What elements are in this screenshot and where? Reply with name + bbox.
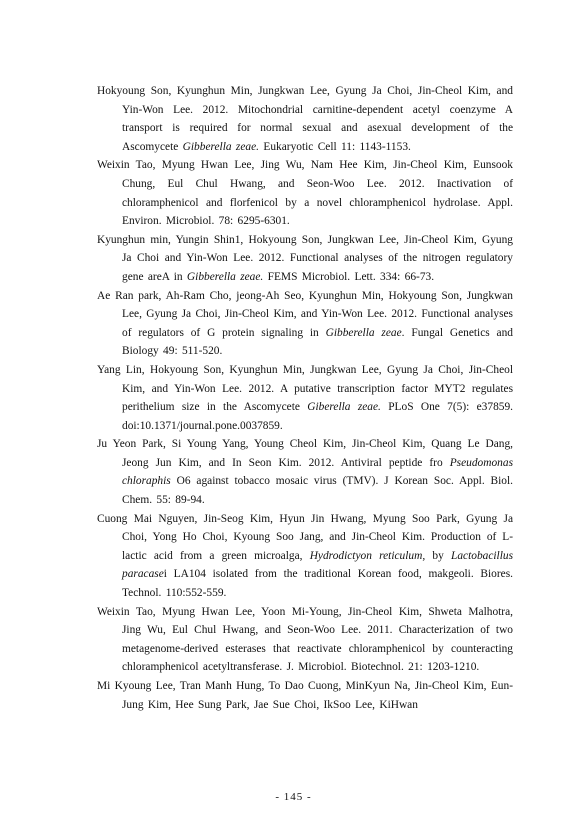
reference-list: [97, 82, 513, 714]
reference-text: O6 against tobacco mosaic virus (TMV). J Korean Soc. Appl. Biol. Chem. 55: 89-94.: [122, 475, 513, 507]
reference-italic-text: Gibberella zeae: [325, 326, 402, 339]
reference-entry: [97, 82, 513, 156]
reference-italic-text: Hydrodictyon reticulum,: [309, 549, 426, 562]
reference-entry: [97, 361, 513, 435]
reference-text: Eukaryotic Cell 11: 1143-1153.: [259, 140, 411, 153]
reference-italic-text: Giberella zeae.: [307, 401, 381, 414]
reference-italic-text: Lactobacillus paracase: [122, 549, 514, 581]
reference-text: PLoS One 7(5): e37859. doi:10.1371/journal.pone.0037859.: [122, 401, 513, 432]
reference-text: . Fungal Genetics and Biology 49: 511-520.: [122, 326, 514, 358]
reference-italic-text: Pseudomonas chloraphis: [122, 456, 513, 488]
reference-entry: [97, 435, 513, 509]
reference-entry: [97, 677, 513, 714]
reference-text: Ae Ran park, Ah-Ram Cho, jeong-Ah Seo, Kyunghun Min, Hokyoung Son, Jungkwan Lee, Gyung Ja Choi, Jin-Cheol Kim, and Yin-Won Lee. 2012. Functional analyses of regulators of G protein signaling in: [97, 289, 513, 339]
reference-entry: [97, 231, 513, 287]
reference-text: Mi Kyoung Lee, Tran Manh Hung, To Dao Cuong, MinKyun Na, Jin-Cheol Kim, Eun-Jung Kim, Hee Sung Park, Jae Sue Choi, IkSoo Lee, KiHwan: [97, 680, 513, 711]
reference-entry: [97, 156, 513, 230]
reference-entry: [97, 287, 513, 361]
reference-text: Hokyoung Son, Kyunghun Min, Jungkwan Lee, Gyung Ja Choi, Jin-Cheol Kim, and Yin-Won Lee. 2012. Mitochondrial carnitine-dependent acetyl coenzyme A transport is required for normal sexual and asexual development of the Ascomycete: [97, 85, 513, 153]
reference-text: Weixin Tao, Myung Hwan Lee, Jing Wu, Nam Hee Kim, Jin-Cheol Kim, Eunsook Chung, Eul Chul Hwang, and Seon-Woo Lee. 2012. Inactivation of chloramphenicol and florfenicol by a novel chloramphenicol hydrolase. Appl. Environ. Microbiol. 78: 6295-6301.: [97, 159, 513, 228]
reference-text: by: [425, 549, 451, 562]
reference-italic-text: Gibberella zeae.: [182, 140, 260, 153]
reference-entry: [97, 510, 513, 603]
page-number: - 145 -: [275, 791, 312, 803]
reference-text: FEMS Microbiol. Lett. 334: 66-73.: [263, 270, 435, 283]
reference-text: Yang Lin, Hokyoung Son, Kyunghun Min, Jungkwan Lee, Gyung Ja Choi, Jin-Cheol Kim, and Yin-Won Lee. 2012. A putative transcription factor MYT2 regulates perithelium size in the Ascomycete: [97, 363, 513, 414]
reference-entry: [97, 603, 513, 677]
reference-text: Cuong Mai Nguyen, Jin-Seog Kim, Hyun Jin Hwang, Myung Soo Park, Gyung Ja Choi, Yong Ho Choi, Kyoung Soo Jang, and Jin-Cheol Kim. Production of L-lactic acid from a green microalga,: [97, 512, 513, 562]
reference-text: Weixin Tao, Myung Hwan Lee, Yoon Mi-Young, Jin-Cheol Kim, Shweta Malhotra, Jing Wu, Eul Chul Hwang, and Seon-Woo Lee. 2011. Characterization of two metagenome-derived esterases that reactivate chloramphenicol by counteracting chloramphenicol acetyltransferase. J. Microbiol. Biotechnol. 21: 1203-1210.: [97, 605, 513, 674]
reference-text: Kyunghun min, Yungin Shin1, Hokyoung Son, Jungkwan Lee, Jin-Cheol Kim, Gyung Ja Choi and Yin-Won Lee. 2012. Functional analyses of the nitrogen regulatory gene areA in: [97, 233, 513, 283]
reference-text: i LA104 isolated from the traditional Korean food, makgeoli. Biores. Technol. 110:552-559.: [122, 568, 513, 600]
reference-text: Ju Yeon Park, Si Young Yang, Young Cheol Kim, Jin-Cheol Kim, Quang Le Dang, Jeong Jun Kim, and In Seon Kim. 2012. Antiviral peptide fro: [97, 438, 513, 469]
reference-italic-text: Gibberella zeae.: [186, 270, 264, 283]
